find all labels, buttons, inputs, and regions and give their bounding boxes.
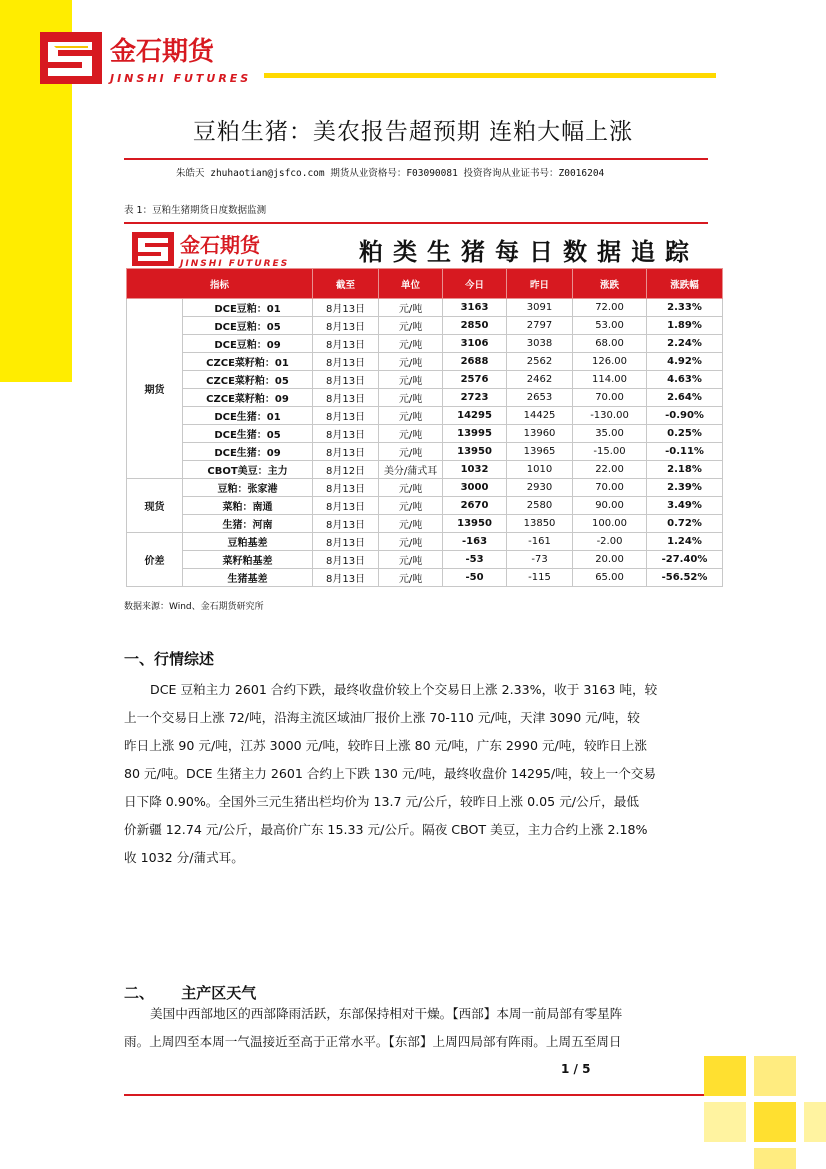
change-pct-cell: 4.92% [647, 353, 723, 371]
indicator-cell: 生猪基差 [183, 569, 313, 587]
indicator-cell: CZCE菜籽粕：05 [183, 371, 313, 389]
table-row [127, 371, 723, 389]
decorative-squares [700, 1054, 826, 1169]
text-line: 日下降 0.90%。全国外三元生猪出栏均价为 13.7 元/公斤，较昨日上涨 0.05 元/公斤，最低 [124, 794, 639, 809]
unit-cell: 元/吨 [379, 497, 443, 515]
yesterday-cell: -161 [507, 533, 573, 551]
text-line: 80 元/吨。DCE 生猪主力 2601 合约上下跌 130 元/吨，最终收盘价 14295/吨，较上一个交易 [124, 766, 656, 781]
change-pct-cell: -0.90% [647, 407, 723, 425]
change-cell: 68.00 [573, 335, 647, 353]
logo-text-cn: 金石期货 [110, 37, 215, 67]
indicator-cell: DCE豆粕：01 [183, 299, 313, 317]
date-cell: 8月13日 [313, 353, 379, 371]
table-row [127, 353, 723, 371]
indicator-cell: 豆粕基差 [183, 533, 313, 551]
date-cell: 8月13日 [313, 425, 379, 443]
table-banner-title: 粕类生猪每日数据追踪 [359, 238, 699, 266]
change-cell: 22.00 [573, 461, 647, 479]
svg-text:金石期货: 金石期货 [180, 233, 260, 257]
today-cell: 2576 [443, 371, 507, 389]
yesterday-cell: 2930 [507, 479, 573, 497]
change-pct-cell: 2.64% [647, 389, 723, 407]
table-row [127, 461, 723, 479]
data-table [126, 268, 723, 587]
header-rule [264, 73, 716, 78]
change-cell: 70.00 [573, 479, 647, 497]
change-pct-cell: 2.24% [647, 335, 723, 353]
unit-cell: 元/吨 [379, 479, 443, 497]
unit-cell: 元/吨 [379, 335, 443, 353]
table-caption: 表 1：豆粕生猪期货日度数据监测 [124, 205, 267, 216]
yesterday-cell: 2462 [507, 371, 573, 389]
unit-cell: 元/吨 [379, 371, 443, 389]
today-cell: 2850 [443, 317, 507, 335]
caption-rule [124, 222, 708, 224]
yesterday-cell: 3091 [507, 299, 573, 317]
unit-cell: 元/吨 [379, 353, 443, 371]
date-cell: 8月13日 [313, 371, 379, 389]
change-cell: 70.00 [573, 389, 647, 407]
yesterday-cell: 2580 [507, 497, 573, 515]
date-cell: 8月13日 [313, 407, 379, 425]
today-cell: 14295 [443, 407, 507, 425]
col-header: 单位 [379, 269, 443, 299]
yesterday-cell: -73 [507, 551, 573, 569]
category-cell: 现货 [127, 479, 183, 533]
text-line: 美国中西部地区的西部降雨活跃，东部保持相对干燥。【西部】本周一前局部有零星阵 [150, 1006, 623, 1021]
yesterday-cell: 13960 [507, 425, 573, 443]
table-row [127, 533, 723, 551]
table-row [127, 443, 723, 461]
today-cell: 2670 [443, 497, 507, 515]
text-line: 上一个交易日上涨 72/吨，沿海主流区域油厂报价上涨 70-110 元/吨，天津 3090 元/吨，较 [124, 710, 640, 725]
change-pct-cell: -27.40% [647, 551, 723, 569]
change-cell: 20.00 [573, 551, 647, 569]
yesterday-cell: 2653 [507, 389, 573, 407]
table-row [127, 299, 723, 317]
table-row [127, 515, 723, 533]
date-cell: 8月13日 [313, 443, 379, 461]
table-row [127, 569, 723, 587]
text-line: 雨。上周四至本周一气温接近至高于正常水平。【东部】上周四局部有阵雨。上周五至周日 [124, 1034, 622, 1049]
indicator-cell: DCE豆粕：05 [183, 317, 313, 335]
footer-rule [124, 1094, 708, 1096]
unit-cell: 元/吨 [379, 443, 443, 461]
text-line: DCE 豆粕主力 2601 合约下跌，最终收盘价较上个交易日上涨 2.33%，收于 3163 吨，较 [150, 682, 658, 697]
text-line: 昨日上涨 90 元/吨，江苏 3000 元/吨，较昨日上涨 80 元/吨，广东 2990 元/吨，较昨日上涨 [124, 738, 647, 753]
table-logo [132, 230, 332, 270]
today-cell: 3106 [443, 335, 507, 353]
yesterday-cell: 3038 [507, 335, 573, 353]
data-source: 数据来源：Wind、金石期货研究所 [124, 602, 264, 612]
change-cell: 126.00 [573, 353, 647, 371]
today-cell: -50 [443, 569, 507, 587]
date-cell: 8月13日 [313, 551, 379, 569]
date-cell: 8月13日 [313, 479, 379, 497]
change-pct-cell: 1.89% [647, 317, 723, 335]
change-cell: -130.00 [573, 407, 647, 425]
change-pct-cell: 0.72% [647, 515, 723, 533]
change-cell: 65.00 [573, 569, 647, 587]
today-cell: 13950 [443, 515, 507, 533]
section-body [124, 676, 704, 872]
today-cell: 3000 [443, 479, 507, 497]
col-header: 涨跌幅 [647, 269, 723, 299]
change-cell: 72.00 [573, 299, 647, 317]
unit-cell: 元/吨 [379, 533, 443, 551]
col-header: 今日 [443, 269, 507, 299]
title-rule [124, 158, 708, 160]
yesterday-cell: 2562 [507, 353, 573, 371]
table-header-row [127, 269, 723, 299]
table-row [127, 317, 723, 335]
change-cell: -2.00 [573, 533, 647, 551]
unit-cell: 元/吨 [379, 515, 443, 533]
date-cell: 8月12日 [313, 461, 379, 479]
col-header: 涨跌 [573, 269, 647, 299]
date-cell: 8月13日 [313, 389, 379, 407]
unit-cell: 元/吨 [379, 569, 443, 587]
category-cell: 期货 [127, 299, 183, 479]
change-pct-cell: -0.11% [647, 443, 723, 461]
yesterday-cell: -115 [507, 569, 573, 587]
yesterday-cell: 13850 [507, 515, 573, 533]
yesterday-cell: 2797 [507, 317, 573, 335]
date-cell: 8月13日 [313, 299, 379, 317]
today-cell: -163 [443, 533, 507, 551]
table-row [127, 497, 723, 515]
indicator-cell: DCE生猪：01 [183, 407, 313, 425]
svg-text:JINSHI FUTURES: JINSHI FUTURES [180, 259, 290, 269]
section-title: 主产区天气 [181, 984, 257, 1002]
unit-cell: 元/吨 [379, 317, 443, 335]
indicator-cell: 菜籽粕基差 [183, 551, 313, 569]
logo-text-en: JINSHI FUTURES [110, 72, 252, 85]
page-title: 豆粕生猪：美农报告超预期 连粕大幅上涨 [192, 119, 634, 145]
unit-cell: 美分/蒲式耳 [379, 461, 443, 479]
indicator-cell: CZCE菜籽粕：09 [183, 389, 313, 407]
page-number: 1 / 5 [561, 1062, 591, 1076]
table-row [127, 335, 723, 353]
unit-cell: 元/吨 [379, 551, 443, 569]
indicator-cell: DCE生猪：09 [183, 443, 313, 461]
table-row [127, 479, 723, 497]
author-line: 朱皓天 zhuhaotian@jsfco.com 期货从业资格号：F03090081 投资咨询从业证书号：Z0016204 [176, 168, 605, 179]
yesterday-cell: 1010 [507, 461, 573, 479]
unit-cell: 元/吨 [379, 299, 443, 317]
date-cell: 8月13日 [313, 569, 379, 587]
indicator-cell: CZCE菜籽粕：01 [183, 353, 313, 371]
today-cell: 13995 [443, 425, 507, 443]
text-line: 收 1032 分/蒲式耳。 [124, 850, 244, 865]
change-pct-cell: 1.24% [647, 533, 723, 551]
indicator-cell: 菜粕：南通 [183, 497, 313, 515]
today-cell: 2688 [443, 353, 507, 371]
change-pct-cell: 2.39% [647, 479, 723, 497]
text-line: 价新疆 12.74 元/公斤，最高价广东 15.33 元/公斤。隔夜 CBOT 美豆，主力合约上涨 2.18% [124, 822, 648, 837]
change-cell: 53.00 [573, 317, 647, 335]
table-row [127, 425, 723, 443]
category-cell: 价差 [127, 533, 183, 587]
unit-cell: 元/吨 [379, 389, 443, 407]
table-row [127, 389, 723, 407]
section-body [124, 1000, 704, 1056]
change-cell: 90.00 [573, 497, 647, 515]
indicator-cell: DCE豆粕：09 [183, 335, 313, 353]
yesterday-cell: 13965 [507, 443, 573, 461]
unit-cell: 元/吨 [379, 425, 443, 443]
change-pct-cell: 3.49% [647, 497, 723, 515]
company-logo [40, 32, 260, 88]
change-cell: -15.00 [573, 443, 647, 461]
indicator-cell: DCE生猪：05 [183, 425, 313, 443]
change-pct-cell: 4.63% [647, 371, 723, 389]
today-cell: 13950 [443, 443, 507, 461]
date-cell: 8月13日 [313, 515, 379, 533]
unit-cell: 元/吨 [379, 407, 443, 425]
table-row [127, 407, 723, 425]
section-number: 二、 [124, 984, 155, 1002]
date-cell: 8月13日 [313, 335, 379, 353]
table-banner [126, 228, 722, 268]
today-cell: 3163 [443, 299, 507, 317]
today-cell: 2723 [443, 389, 507, 407]
date-cell: 8月13日 [313, 497, 379, 515]
date-cell: 8月13日 [313, 533, 379, 551]
indicator-cell: 豆粕：张家港 [183, 479, 313, 497]
table-row [127, 551, 723, 569]
col-header: 指标 [127, 269, 313, 299]
date-cell: 8月13日 [313, 317, 379, 335]
change-cell: 100.00 [573, 515, 647, 533]
change-pct-cell: 2.33% [647, 299, 723, 317]
change-pct-cell: 2.18% [647, 461, 723, 479]
change-pct-cell: -56.52% [647, 569, 723, 587]
daily-data-table [126, 228, 722, 584]
col-header: 昨日 [507, 269, 573, 299]
change-pct-cell: 0.25% [647, 425, 723, 443]
col-header: 截至 [313, 269, 379, 299]
section-heading: 一、行情综述 [124, 650, 215, 668]
indicator-cell: CBOT美豆：主力 [183, 461, 313, 479]
indicator-cell: 生猪：河南 [183, 515, 313, 533]
change-cell: 114.00 [573, 371, 647, 389]
yesterday-cell: 14425 [507, 407, 573, 425]
today-cell: -53 [443, 551, 507, 569]
today-cell: 1032 [443, 461, 507, 479]
change-cell: 35.00 [573, 425, 647, 443]
